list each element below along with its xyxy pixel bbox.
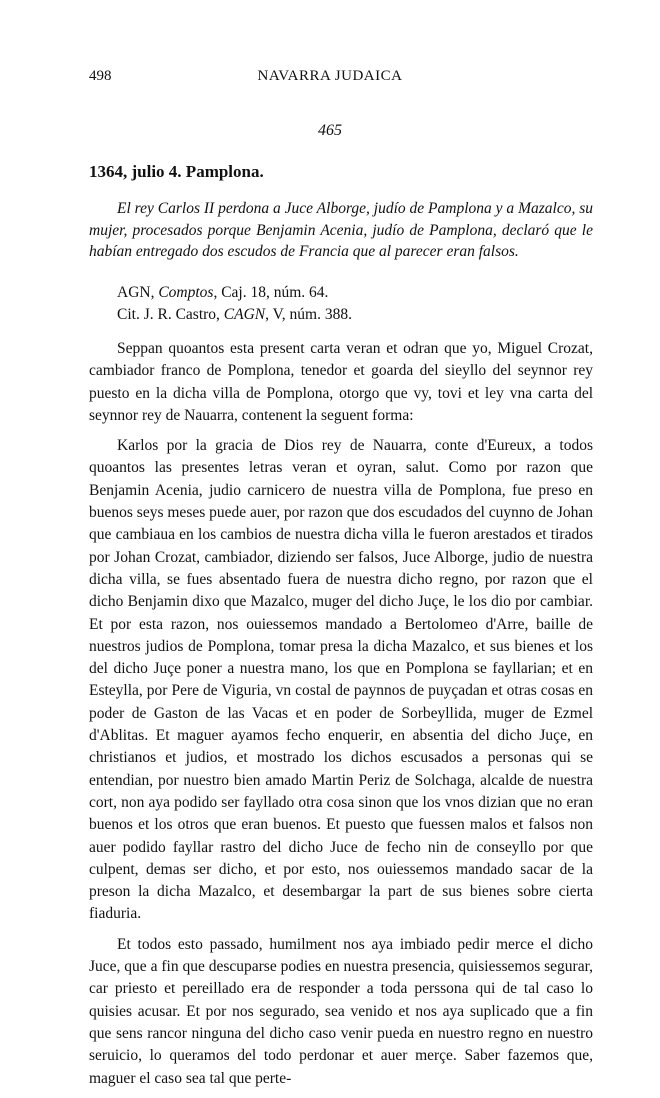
citation-reference: Cit. J. R. Castro, CAGN, V, núm. 388.	[117, 306, 352, 323]
body-paragraph: Seppan quoantos esta present carta veran et odran que yo, Miguel Crozat, cambiador franco de Pomplona, tenedor et goarda del sieyllo del seynnor rey puesto en la dicha villa de Pomplona, otorgo que vy, tovi et ley vna carta del seynnor rey de Nauarra, contenent la seguent forma:	[89, 340, 593, 424]
running-title: NAVARRA JUDAICA	[257, 68, 403, 84]
page-number: 498	[89, 68, 112, 84]
document-date: 1364, julio 4. Pamplona.	[89, 162, 264, 181]
archival-references	[117, 282, 352, 326]
body-paragraph: Karlos por la gracia de Dios rey de Nauarra, conte d'Eureux, a todos quoantos las presentes letras veran et oyran, salut. Como por razon que Benjamin Acenia, judio carnicero de nuestra villa de Pomplona, fue preso en buenos seys meses puede auer, por razon que dos escudados del cuynno de Johan que cambiaua en los cambios de nuestra dicha villa le fueron arestados et tirados por Johan Crozat, cambiador, diziendo ser falsos, Juce Alborge, judio de nuestra dicha villa, se fues absentado fuera de nuestra dicho regno, por razon que el dicho Benjamin dixo que Mazalco, muger del dicho Juçe, le los dio por cambiar. Et por esta razon, nos ouiessemos mandado a Bertolomeo d'Arre, baille de nuestros judios de Pomplona, tomar presa la dicha Mazalco, et sus bienes et los del dicho Juçe poner a nuestra mano, los que en Pomplona se fayllarian; et en Esteylla, por Pere de Viguria, vn costal de paynnos de puyçadan et otras cosas en poder de Gaston de las Vacas et en poder de Sorbeyllida, muger de Ezmel d'Ablitas. Et maguer ayamos fecho enquerir, en absentia del dicho Juçe, en christianos et judios, et mostrado los dichos escusados a personas qui se entendian, por nuestro bien amado Martin Periz de Solchaga, alcalde de nuestra cort, non aya podido ser fayllado otra cosa sinon que los vnos dizian que no eran buenos et los otros que eran buenos. Et puesto que fuessen malos et falsos non auer podido fayllar rastro del dicho Juce de fecho nin de conseyllo por que culpent, demas ser dicho, et por esto, nos ouiessemos mandado sacar de la preson la dicha Mazalco, et desembargar la part de sus bienes sobre cierta fiaduria.	[89, 437, 593, 923]
running-head	[0, 68, 660, 88]
document-summary: El rey Carlos II perdona a Juce Alborge, judío de Pamplona y a Mazalco, su mujer, procesados porque Benjamin Acenia, judío de Pamplona, declaró que le habían entregado dos escudos de Francia que al parecer eran falsos.	[89, 200, 593, 260]
archive-reference: AGN, Comptos, Caj. 18, núm. 64.	[117, 284, 329, 301]
body-paragraph: Et todos esto passado, humilment nos aya imbiado pedir merce el dicho Juce, que a fin que descuparse podies en nuestra presencia, quisiessemos segurar, car priesto et pereillado era de responder a toda perssona qui de tal caso lo quisies acusar. Et por nos segurado, sea venido et nos aya suplicado que a fin que sens rancor ninguna del dicho caso venir pueda en nuestro regno en nuestro seruicio, lo queramos del todo perdonar et auer merçe. Saber fazemos que, maguer el caso sea tal que perte-	[89, 935, 593, 1087]
document-body	[89, 338, 593, 1098]
document-number: 465	[318, 122, 342, 139]
